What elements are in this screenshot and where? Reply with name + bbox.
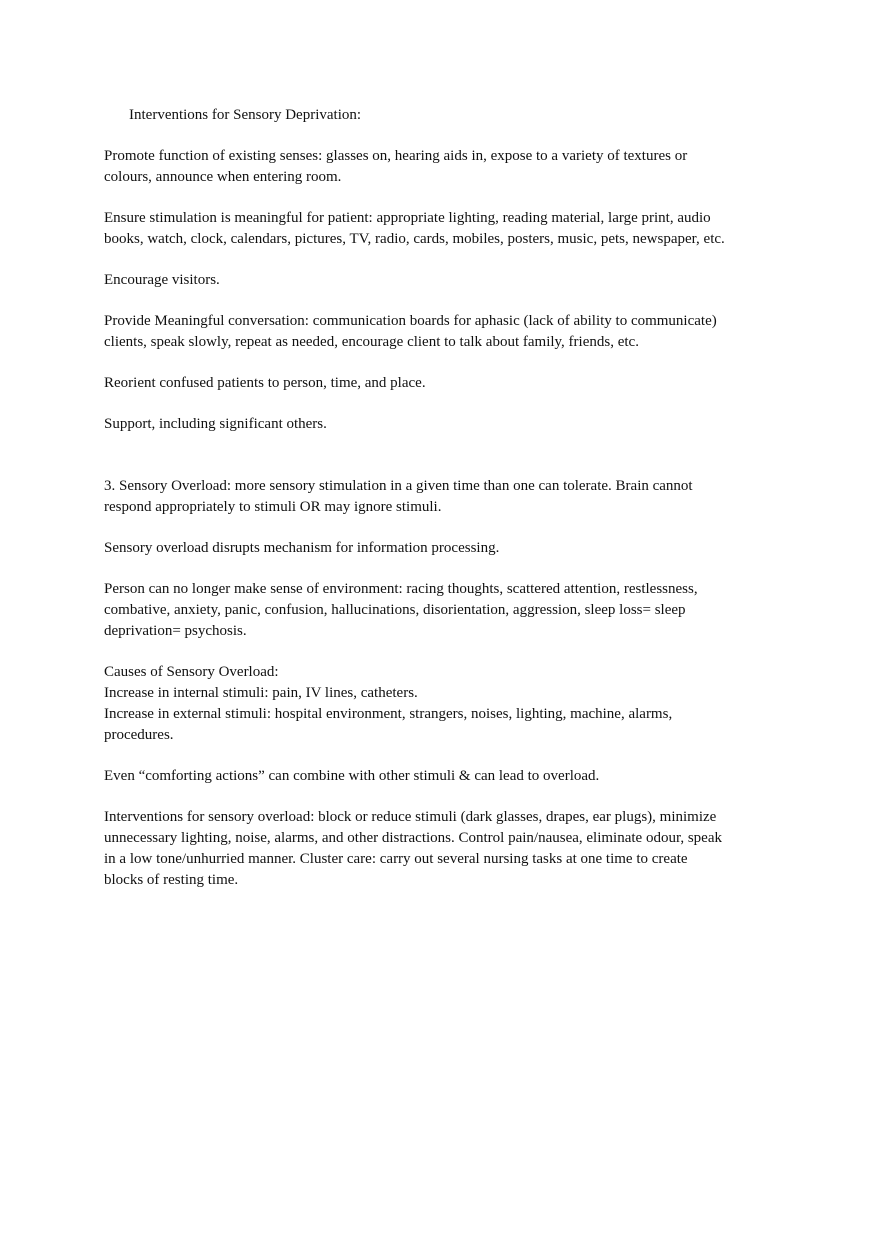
text-line: unnecessary lighting, noise, alarms, and other distractions. Control pain/nausea, eliminate odour, speak bbox=[104, 830, 722, 846]
text-line: Causes of Sensory Overload: bbox=[104, 664, 279, 680]
text-line: Interventions for sensory overload: block or reduce stimuli (dark glasses, drapes, ear plugs), minimize bbox=[104, 809, 717, 825]
text-line: Reorient confused patients to person, time, and place. bbox=[104, 375, 426, 391]
paragraph bbox=[104, 270, 764, 291]
document-body bbox=[104, 105, 764, 911]
text-line: Support, including significant others. bbox=[104, 416, 327, 432]
text-line: Sensory overload disrupts mechanism for information processing. bbox=[104, 540, 500, 556]
text-line: Even “comforting actions” can combine with other stimuli & can lead to overload. bbox=[104, 768, 600, 784]
text-line: deprivation= psychosis. bbox=[104, 623, 247, 639]
text-line: blocks of resting time. bbox=[104, 872, 239, 888]
text-line: Provide Meaningful conversation: communication boards for aphasic (lack of ability to communicate) bbox=[104, 313, 717, 329]
text-line: respond appropriately to stimuli OR may ignore stimuli. bbox=[104, 499, 442, 515]
paragraph bbox=[104, 208, 764, 250]
paragraph bbox=[104, 766, 764, 787]
deprivation-interventions bbox=[104, 146, 764, 435]
text-line: colours, announce when entering room. bbox=[104, 169, 342, 185]
text-line: books, watch, clock, calendars, pictures, TV, radio, cards, mobiles, posters, music, pets, newspaper, etc. bbox=[104, 231, 725, 247]
sensory-overload-section bbox=[104, 476, 764, 891]
paragraph bbox=[104, 579, 764, 642]
text-line: Increase in internal stimuli: pain, IV lines, catheters. bbox=[104, 685, 418, 701]
text-line: Person can no longer make sense of environment: racing thoughts, scattered attention, restlessness, bbox=[104, 581, 698, 597]
text-line: combative, anxiety, panic, confusion, hallucinations, disorientation, aggression, sleep loss= sleep bbox=[104, 602, 686, 618]
paragraph bbox=[104, 662, 764, 746]
section-heading: Interventions for Sensory Deprivation: bbox=[129, 107, 362, 123]
paragraph bbox=[104, 538, 764, 559]
paragraph bbox=[104, 476, 764, 518]
text-line: Ensure stimulation is meaningful for patient: appropriate lighting, reading material, large print, audio bbox=[104, 210, 711, 226]
section-divider bbox=[104, 455, 764, 476]
paragraph bbox=[104, 414, 764, 435]
text-line: Encourage visitors. bbox=[104, 272, 220, 288]
text-line: in a low tone/unhurried manner. Cluster care: carry out several nursing tasks at one time to create bbox=[104, 851, 688, 867]
paragraph bbox=[104, 807, 764, 891]
text-line: Promote function of existing senses: glasses on, hearing aids in, expose to a variety of textures or bbox=[104, 148, 688, 164]
text-line: 3. Sensory Overload: more sensory stimulation in a given time than one can tolerate. Brain cannot bbox=[104, 478, 693, 494]
text-line: Increase in external stimuli: hospital environment, strangers, noises, lighting, machine, alarms, bbox=[104, 706, 673, 722]
text-line: clients, speak slowly, repeat as needed, encourage client to talk about family, friends, etc. bbox=[104, 334, 639, 350]
paragraph bbox=[104, 146, 764, 188]
paragraph bbox=[104, 311, 764, 353]
text-line: procedures. bbox=[104, 727, 174, 743]
paragraph bbox=[104, 373, 764, 394]
